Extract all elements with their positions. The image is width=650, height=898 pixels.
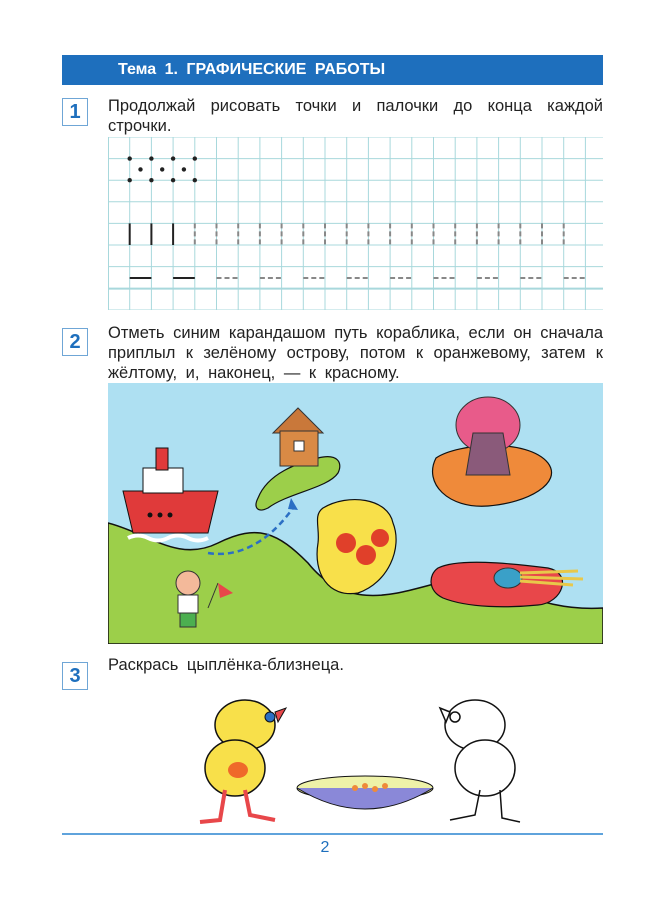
task-number-2: 2: [62, 328, 88, 356]
footer-divider: [62, 833, 603, 835]
task-number-1: 1: [62, 98, 88, 126]
task-1-text: Продолжай рисовать точки и палочки до конца каждой строчки.: [108, 97, 603, 135]
chicks-illustration: [190, 690, 540, 830]
topic-header: [62, 55, 603, 85]
topic-title: Тема 1. ГРАФИЧЕСКИЕ РАБОТЫ: [118, 61, 386, 78]
colored-chick-icon: [200, 700, 286, 822]
bowl-icon: [297, 776, 433, 809]
dot-stick-grid: [108, 137, 603, 310]
task-2-text: Отметь синим карандашом путь кораблика, если он сначала приплыл к зелёному острову, потом к оранжевому, затем к жёлтому, и, наконец, — к красному.: [108, 324, 604, 382]
task-3-text: Раскрась цыплёнка-близнеца.: [108, 656, 344, 674]
page-number: 2: [320, 839, 330, 856]
task-number-3: 3: [62, 662, 88, 690]
ship-islands-illustration: [108, 383, 603, 644]
outline-chick-icon: [440, 700, 520, 822]
